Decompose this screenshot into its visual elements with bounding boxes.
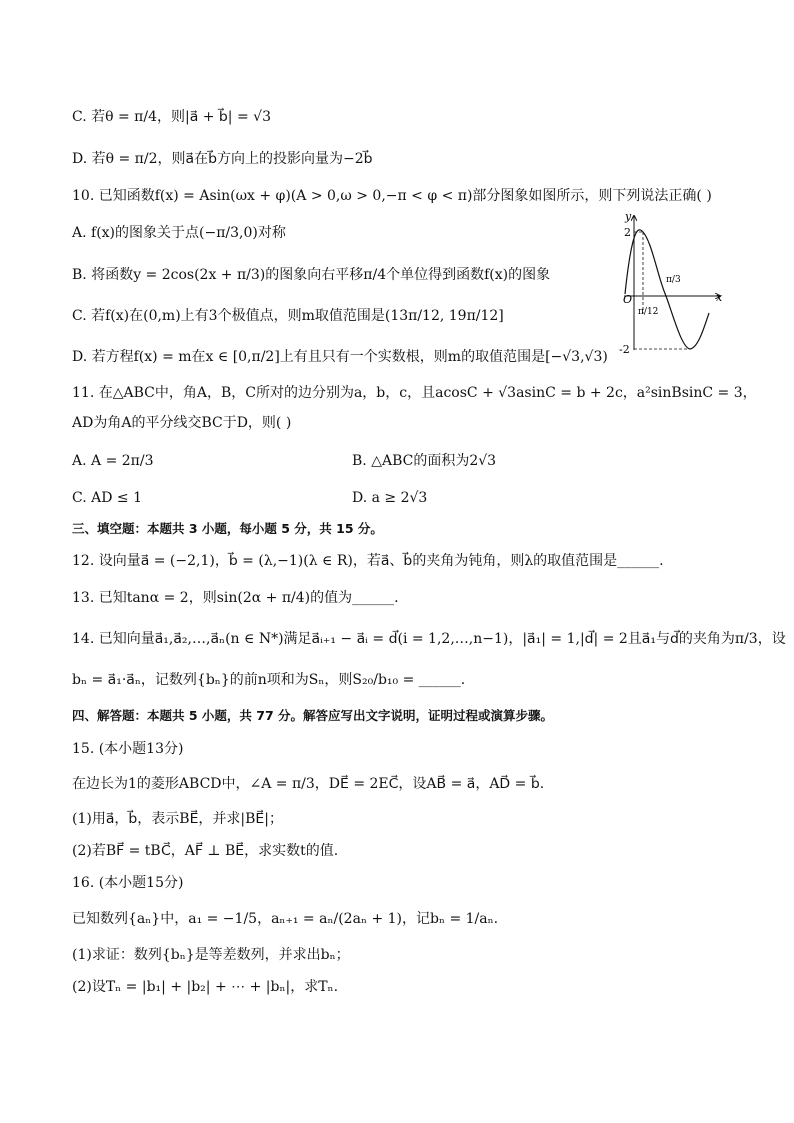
question-16: 已知数列{aₙ}中，a₁ = −1/5，aₙ₊₁ = aₙ/(2aₙ + 1)，记bₙ = 1/aₙ. (72, 911, 499, 927)
q11-option-d: D. a ≥ 2√3 (352, 490, 428, 506)
q10-option-b: B. 将函数y = 2cos(2x + π/3)的图象向右平移π/4个单位得到函数f(x)的图象 (72, 267, 551, 283)
sine-curve (625, 230, 709, 349)
question-13: 13. 已知tanα = 2，则sin(2α + π/4)的值为______. (72, 590, 399, 606)
question-11: 11. 在△ABC中，角A，B，C所对的边分别为a，b，c，且acosC + √3asinC = b + 2c，a²sinBsinC = 3， (72, 385, 757, 401)
q11-option-a: A. A = 2π/3 (72, 453, 154, 469)
question-12: 12. 设向量a⃗ = (−2,1)，b⃗ = (λ,−1)(λ ∈ R)，若a⃗、b⃗的夹角为钝角，则λ的取值范围是______. (72, 553, 664, 569)
sine-graph-figure (610, 208, 728, 358)
question-14: 14. 已知向量a⃗₁,a⃗₂,…,a⃗ₙ(n ∈ N*)满足a⃗ᵢ₊₁ − a⃗ᵢ = d⃗(i = 1,2,…,n−1)，|a⃗₁| = 1,|d⃗| = 2且a⃗₁与d⃗的夹角为π/3，设 (72, 631, 786, 647)
q11-option-c: C. AD ≤ 1 (72, 490, 142, 506)
x-axis-label: x (716, 291, 723, 304)
q16-part-1: (1)求证：数列{bₙ}是等差数列，并求出bₙ； (72, 947, 350, 963)
section-3-heading: 三、填空题：本题共 3 小题，每小题 5 分，共 15 分。 (72, 521, 383, 536)
q16-part-2: (2)设Tₙ = |b₁| + |b₂| + ⋯ + |bₙ|，求Tₙ. (72, 979, 339, 995)
x-tick-pi-3: π/3 (666, 275, 681, 285)
x-tick-pi-12: π/12 (638, 307, 659, 317)
question-15-header: 15. (本小题13分) (72, 741, 184, 757)
q9-option-d: D. 若θ = π/2，则a⃗在b⃗方向上的投影向量为−2b⃗ (72, 151, 373, 167)
question-14-cont: bₙ = a⃗₁·a⃗ₙ，记数列{bₙ}的前n项和为Sₙ，则S₂₀/b₁₀ = ______. (72, 672, 466, 688)
q11-options-row-2 (72, 489, 722, 507)
q15-part-2: (2)若BF⃗ = tBC⃗，AF⃗ ⊥ BE⃗，求实数t的值. (72, 843, 339, 859)
q11-options-row-1 (72, 452, 722, 470)
q10-option-c: C. 若f(x)在(0,m)上有3个极值点，则m取值范围是(13π/12, 19π/12] (72, 308, 504, 324)
question-16-header: 16. (本小题15分) (72, 875, 184, 891)
question-15: 在边长为1的菱形ABCD中，∠A = π/3，DE⃗ = 2EC⃗，设AB⃗ = a⃗，AD⃗ = b⃗. (72, 776, 545, 792)
question-10: 10. 已知函数f(x) = Asin(ωx + φ)(A > 0,ω > 0,−π < φ < π)部分图象如图所示，则下列说法正确( ) (72, 188, 712, 204)
q11-option-b: B. △ABC的面积为2√3 (352, 453, 497, 469)
q10-option-d: D. 若方程f(x) = m在x ∈ [0,π/2]上有且只有一个实数根，则m的取值范围是[−√3,√3) (72, 349, 608, 365)
section-4-heading: 四、解答题：本题共 5 小题，共 77 分。解答应写出文字说明，证明过程或演算步骤。 (72, 708, 554, 723)
y-axis-label: y (625, 210, 632, 223)
q15-part-1: (1)用a⃗，b⃗，表示BE⃗，并求|BE⃗|； (72, 811, 283, 827)
y-min-label: -2 (619, 343, 630, 356)
question-11-cont: AD为角A的平分线交BC于D，则( ) (72, 415, 292, 431)
q9-option-c: C. 若θ = π/4，则|a⃗ + b⃗| = √3 (72, 109, 271, 125)
y-max-label: 2 (624, 226, 631, 239)
q10-option-a: A. f(x)的图象关于点(−π/3,0)对称 (72, 225, 286, 241)
origin-label: O (623, 293, 633, 306)
